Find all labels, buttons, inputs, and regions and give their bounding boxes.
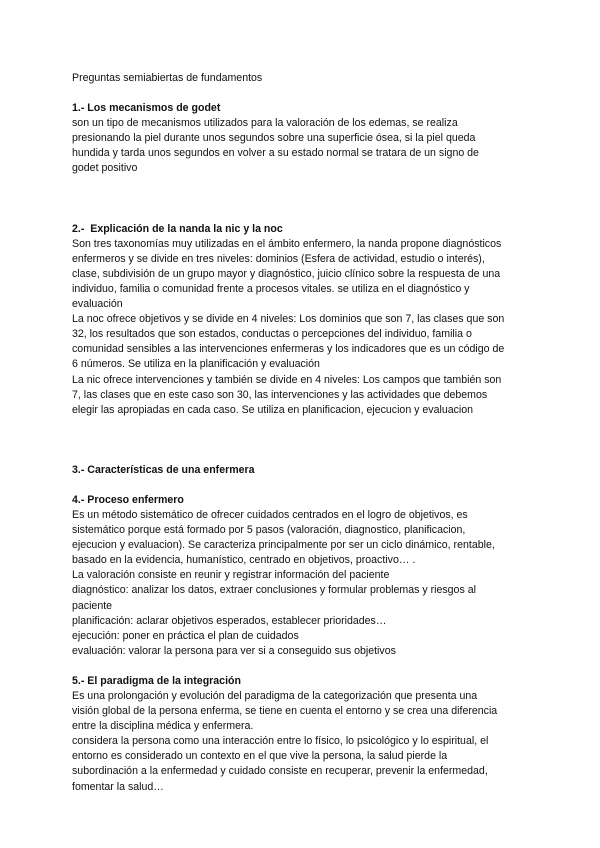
section-heading: 4.- Proceso enfermero (72, 493, 184, 506)
paragraph-line: godet positivo (72, 162, 138, 175)
paragraph-line: elegir las apropiadas en cada caso. Se utiliza en planificacion, ejecucion y evaluacion (72, 403, 474, 416)
paragraph-line: enfermeros y se divide en tres niveles: dominios (Esfera de actividad, estudio o interés), (72, 252, 485, 265)
paragraph-line: ejecución: poner en práctica el plan de cuidados (72, 629, 299, 642)
paragraph-line: ejecucion y evaluacion). Se caracteriza principalmente por ser un ciclo dinámico, rentable, (72, 539, 495, 552)
paragraph-line: son un tipo de mecanismos utilizados para la valoración de los edemas, se realiza (72, 117, 458, 130)
paragraph-line: clase, subdivisión de un grupo mayor y diagnóstico, juicio clínico sobre la respuesta de una (72, 267, 501, 280)
document-body (72, 71, 532, 795)
section-heading: 1.- Los mecanismos de godet (72, 102, 221, 115)
paragraph-line: 6 números. Se utiliza en la planificación y evaluación (72, 358, 320, 371)
paragraph-line: individuo, familia o comunidad frente a procesos vitales. se utiliza en el diagnóstico y (72, 282, 470, 295)
paragraph-line: subordinación a la enfermedad y cuidado consiste en recuperar, prevenir la enfermedad, (72, 765, 488, 778)
document-title: Preguntas semiabiertas de fundamentos (72, 72, 263, 84)
section-heading: 5.- El paradigma de la integración (72, 674, 241, 687)
paragraph-line: evaluación: valorar la persona para ver si a conseguido sus objetivos (72, 644, 396, 657)
paragraph-line: paciente (72, 599, 113, 612)
paragraph-line: presionando la piel durante unos segundos sobre una superficie ósea, si la piel queda (72, 132, 476, 145)
paragraph-line: La nic ofrece intervenciones y también se divide en 4 niveles: Los campos que también son (72, 373, 502, 386)
paragraph-line: considera la persona como una interacción entre lo físico, lo psicológico y lo espiritual, el (72, 735, 489, 748)
section-caracteristicas (72, 463, 532, 478)
paragraph-line: 32, los resultados que son estados, conductas o percepciones del individuo, familia o (72, 328, 472, 341)
paragraph-line: diagnóstico: analizar los datos, extraer conclusiones y formular problemas y riesgos al (72, 584, 476, 597)
paragraph-line: Es una prolongación y evolución del paradigma de la categorización que presenta una (72, 690, 478, 702)
paragraph-line: evaluación (72, 298, 123, 311)
paragraph-line: comunidad sensibles a las intervenciones enfermeras y los indicadores que es un código de (72, 343, 505, 356)
paragraph-line: fomentar la salud… (72, 780, 164, 793)
paragraph-line: Son tres taxonomías muy utilizadas en el ámbito enfermero, la nanda propone diagnósticos (72, 237, 502, 250)
paragraph-line: La valoración consiste en reunir y registrar información del paciente (72, 569, 390, 582)
section-heading: 2.- Explicación de la nanda la nic y la noc (72, 222, 283, 235)
paragraph-line: 7, las clases que en este caso son 30, las intervenciones y las actividades que debemos (72, 388, 488, 401)
paragraph-line: visión global de la persona enferma, se tiene en cuenta el entorno y se crea una diferencia (72, 705, 498, 718)
paragraph-line: basado en la evidencia, humanístico, centrado en objetivos, proactivo… . (72, 554, 416, 567)
paragraph-line: planificación: aclarar objetivos esperados, establecer prioridades… (72, 614, 387, 627)
paragraph-line: entre la disciplina médica y enfermera. (72, 720, 254, 733)
section-paradigma-integracion (72, 674, 532, 795)
paragraph-line: entorno es considerado un contexto en el que vive la persona, la salud pierde la (72, 750, 448, 763)
section-nanda-nic-noc (72, 222, 532, 418)
section-proceso-enfermero (72, 493, 532, 659)
section-godet (72, 101, 532, 176)
paragraph-line: hundida y tarda unos segundos en volver a su estado normal se tratara de un signo de (72, 147, 479, 160)
section-heading: 3.- Características de una enfermera (72, 463, 255, 476)
paragraph-line: sistemático porque está formado por 5 pasos (valoración, diagnostico, planificacion, (72, 524, 466, 537)
paragraph-line: Es un método sistemático de ofrecer cuidados centrados en el logro de objetivos, es (72, 508, 468, 521)
paragraph-line: La noc ofrece objetivos y se divide en 4 niveles: Los dominios que son 7, las clases que son (72, 313, 505, 326)
